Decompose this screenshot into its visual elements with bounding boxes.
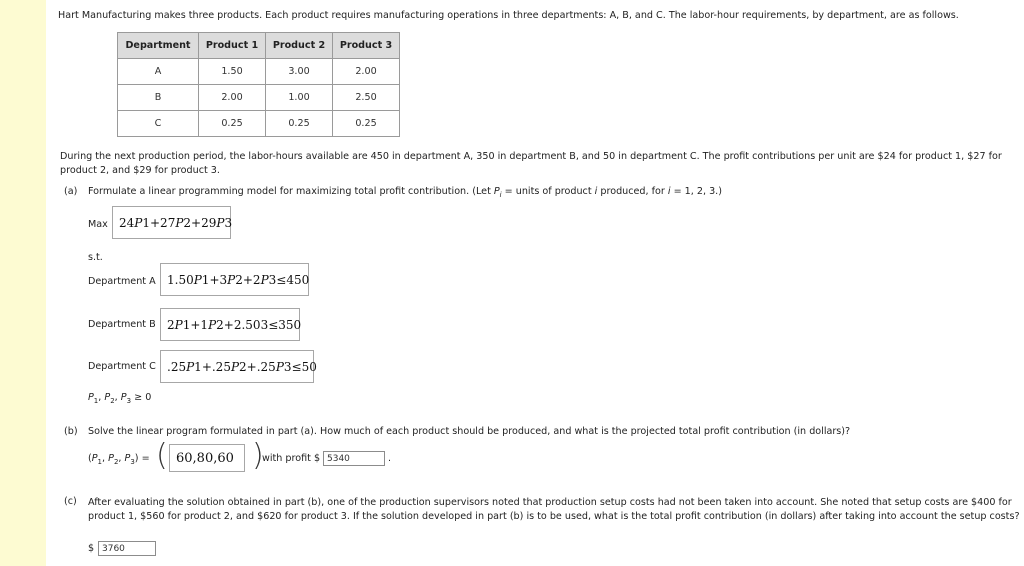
- var-p: P: [108, 453, 114, 464]
- part-a-label: (a): [64, 186, 78, 197]
- table-header-row: [118, 33, 400, 59]
- solution-tuple-label: [88, 453, 150, 466]
- max-label: Max: [88, 219, 108, 230]
- problem-intro: Hart Manufacturing makes three products. Each product requires manufacturing operations in three departments: A, B, and C. The labor-hour requirements, by department, are as follows.: [58, 10, 959, 21]
- nonnegativity: [88, 392, 151, 405]
- coef: +1: [190, 317, 209, 332]
- paren: (: [88, 453, 92, 464]
- coef: +3: [209, 272, 228, 287]
- var-p: P: [175, 215, 184, 230]
- part-a-question-text: = 1, 2, 3.): [670, 186, 722, 197]
- table-header-cell: Department: [118, 33, 199, 59]
- part-a-question-text: produced, for: [597, 186, 668, 197]
- separator: ,: [114, 392, 118, 403]
- var-i: i: [594, 186, 598, 197]
- problem-content: [46, 0, 1024, 566]
- var-p: P: [186, 359, 195, 374]
- coef: +2.50: [223, 317, 261, 332]
- table-cell: C: [118, 111, 199, 137]
- rhs: ≤50: [291, 359, 317, 374]
- subscript: 2: [113, 457, 119, 466]
- table-row: [118, 59, 400, 85]
- var-p: P: [88, 392, 94, 403]
- table-cell: 2.50: [333, 85, 400, 111]
- table-cell: 1.00: [266, 85, 333, 111]
- var-p: P: [134, 215, 143, 230]
- dollar-sign: $: [88, 543, 95, 554]
- separator: ,: [118, 453, 122, 464]
- table-cell: 3.00: [266, 59, 333, 85]
- left-sidebar-strip: [0, 0, 46, 566]
- coef: +.25: [201, 359, 231, 374]
- table-header-cell: Product 2: [266, 33, 333, 59]
- var-p: P: [91, 453, 98, 464]
- solution-input[interactable]: 60,80,60: [169, 444, 245, 472]
- table-cell: 2.00: [333, 59, 400, 85]
- table-cell: A: [118, 59, 199, 85]
- part-a-question-text: Formulate a linear programming model for maximizing total profit contribution. (Let: [88, 186, 494, 197]
- var-p: P: [193, 272, 202, 287]
- part-b-label: (b): [64, 426, 78, 437]
- coef: +27: [150, 215, 176, 230]
- table-header-cell: Product 3: [333, 33, 400, 59]
- separator: ,: [102, 453, 106, 464]
- table-row: [118, 85, 400, 111]
- table-cell: 1.50: [199, 59, 266, 85]
- part-a-question-text: = units of product: [501, 186, 595, 197]
- var-p: P: [227, 272, 236, 287]
- coef: +2: [242, 272, 261, 287]
- st-label: s.t.: [88, 252, 103, 263]
- var-p: P: [208, 317, 217, 332]
- period: .: [388, 453, 392, 464]
- separator: ,: [98, 392, 102, 403]
- left-paren-icon: (: [156, 438, 168, 473]
- dept-a-label: Department A: [88, 276, 156, 287]
- coef: +.25: [246, 359, 276, 374]
- coef: 1.50: [167, 272, 194, 287]
- constraint-b-input[interactable]: 2 P 1 +1 P 2 +2.50 3 ≤350: [160, 308, 300, 341]
- table-row: [118, 111, 400, 137]
- var-p: P: [230, 359, 240, 374]
- constraint-c-input[interactable]: .25 P 1 +.25 P 2 +.25 P 3 ≤50: [160, 350, 314, 383]
- subscript: 1: [97, 457, 103, 466]
- constraint-a-input[interactable]: 1.50 P 1 +3 P 2 +2 P 3 ≤450: [160, 263, 309, 296]
- table-header-cell: Product 1: [199, 33, 266, 59]
- dept-c-label: Department C: [88, 361, 156, 372]
- coef: 2: [167, 317, 175, 332]
- var-p: P: [120, 392, 127, 403]
- profit-input[interactable]: 5340: [323, 451, 385, 466]
- subscript: 3: [130, 457, 135, 466]
- setup-profit-input[interactable]: 3760: [98, 541, 156, 556]
- right-paren-icon: ): [252, 438, 264, 473]
- var-p: P: [174, 317, 183, 332]
- table-cell: 0.25: [199, 111, 266, 137]
- table-cell: B: [118, 85, 199, 111]
- problem-paragraph: During the next production period, the labor-hours available are 450 in department A, 350 in department B, and 50 in department C. The profit contributions per unit are $24 for product 1, $27 for product 2, and $29 for product 3.: [60, 151, 1002, 176]
- var-p: P: [260, 272, 269, 287]
- rhs: ≤450: [276, 272, 310, 287]
- var-p: P: [124, 453, 131, 464]
- var-p: P: [275, 359, 284, 374]
- rhs: ≤350: [268, 317, 302, 332]
- profit-label: with profit $: [262, 453, 321, 464]
- coef: 24: [119, 215, 135, 230]
- labor-hours-table: [117, 32, 400, 137]
- var-p: P: [493, 186, 500, 197]
- var-p: P: [216, 215, 225, 230]
- nonneg-relation: ≥ 0: [134, 392, 152, 403]
- var-i: i: [667, 186, 671, 197]
- table-cell: 0.25: [333, 111, 400, 137]
- table-cell: 0.25: [266, 111, 333, 137]
- coef: +29: [191, 215, 217, 230]
- objective-input[interactable]: 24 P 1 +27 P 2 +29 P 3: [112, 206, 231, 239]
- var-p: P: [104, 392, 111, 403]
- coef: .25: [167, 359, 187, 374]
- paren: ) =: [134, 453, 150, 464]
- part-c-question: After evaluating the solution obtained in part (b), one of the production supervisors noted that production setup costs had not been taken into account. She noted that setup costs are $400 for product 1, $560 for product 2, and $620 for product 3. If the solution developed in part (b) is to be used, what is the total profit contribution (in dollars) after taking into account the setup costs?: [88, 497, 1020, 522]
- dept-b-label: Department B: [88, 319, 156, 330]
- subscript: 1: [93, 396, 99, 405]
- subscript: 3: [126, 396, 132, 405]
- table-cell: 2.00: [199, 85, 266, 111]
- part-a-question: [88, 186, 722, 199]
- part-c-label: (c): [64, 496, 77, 507]
- var-sub: i: [499, 190, 502, 199]
- part-b-question: Solve the linear program formulated in part (a). How much of each product should be produced, and what is the projected total profit contribution (in dollars)?: [88, 426, 851, 437]
- subscript: 2: [110, 396, 115, 405]
